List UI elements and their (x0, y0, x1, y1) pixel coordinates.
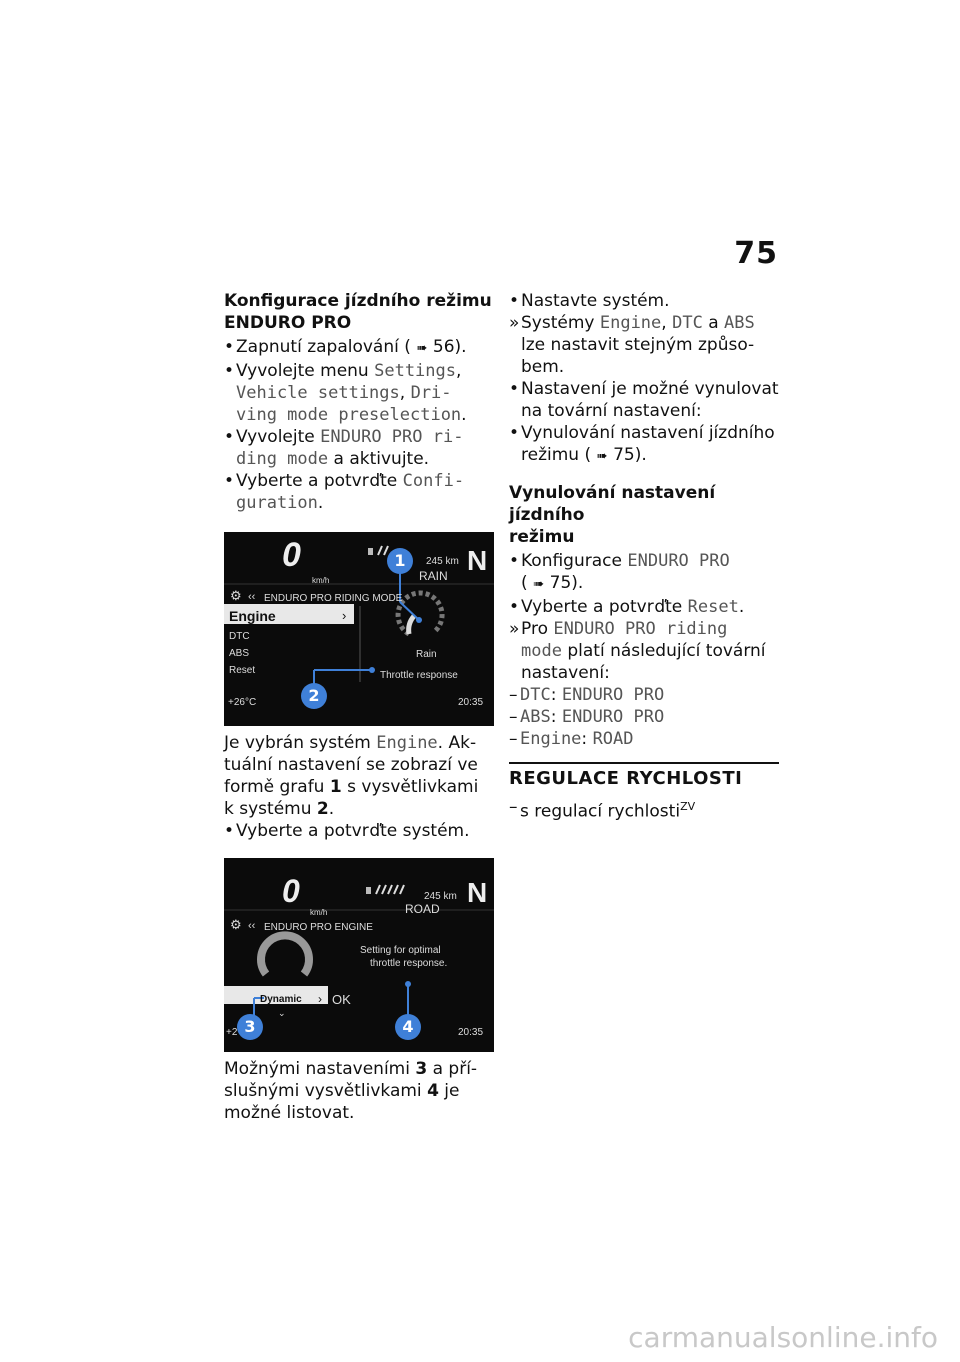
back-chevron-icon: ‹‹ (248, 591, 256, 603)
menu-title: ENDURO PRO ENGINE (264, 922, 373, 933)
time-readout: 20:35 (458, 697, 484, 708)
gear-icon: ⚙ (230, 588, 242, 603)
gauge-label: Rain (416, 649, 437, 660)
time-readout: 20:35 (458, 1027, 484, 1038)
step-reset-reference: • Vynulování nastavení jízdního režimu ( ➠ 75). (509, 422, 779, 468)
speed-unit: km/h (310, 908, 328, 917)
menu-item-reset[interactable]: Reset (229, 665, 256, 676)
page-reference-arrow-icon: ➠ (533, 577, 545, 592)
step-open-menu: • Vyvolejte menu Settings, Vehicle settings, Dri- ving mode preselection. (224, 361, 467, 425)
result-systems: » Systémy Engine, DTC a ABS lze nastavit stejným způso- bem. (509, 313, 755, 377)
temperature-readout: +2 (226, 1027, 238, 1038)
menu-item-engine[interactable]: Engine (229, 608, 276, 624)
description-engine: Je vybrán systém Engine. Ak- tuální nastavení se zobrazí ve formě grafu 1 s vysvětlivkami k systému 2. (224, 733, 479, 819)
mode-readout: ROAD (405, 902, 440, 916)
display-screenshot-riding-mode (224, 532, 494, 726)
default-engine: – Engine: ROAD (509, 729, 634, 749)
step-confirm-system: • Vyberte a potvrďte systém. (224, 821, 470, 841)
callout-3: 3 (237, 1014, 263, 1040)
result-defaults: » Pro ENDURO PRO riding mode platí následující tovární nastavení: (509, 619, 766, 683)
callout-2: 2 (301, 683, 327, 709)
display-screenshot-engine (224, 858, 494, 1052)
description-settings: Možnými nastaveními 3 a pří- slušnými vysvětlivkami 4 je možné listovat. (224, 1059, 478, 1123)
step-configuration: • Vyberte a potvrďte Confi- guration. (224, 471, 465, 513)
speed-readout: 0 (282, 536, 301, 574)
temperature-readout: +26°C (228, 697, 257, 708)
step-reset-possible: • Nastavení je možné vynulovat na tovární nastavení: (509, 379, 779, 421)
right-column (509, 290, 779, 823)
gear-icon: ⚙ (230, 917, 242, 932)
equipment-note: – s regulací rychlosti$^{ZV}$ (509, 797, 696, 822)
selected-option[interactable]: Dynamic (260, 994, 302, 1005)
step-ignition: • Zapnutí zapalování ( ➠ 56). (224, 336, 494, 360)
menu-title: ENDURO PRO RIDING MODE (264, 593, 403, 604)
page-reference-arrow-icon: ➠ (416, 341, 428, 356)
speed-readout: 0 (282, 873, 300, 909)
menu-item-abs[interactable]: ABS (229, 648, 250, 659)
step-select-reset: • Vyberte a potvrďte Reset. (509, 597, 745, 617)
legend-label: Throttle response (380, 670, 458, 681)
reset-heading: Vynulování nastavení jízdního režimu (509, 483, 716, 547)
chevron-right-icon: › (342, 608, 347, 623)
range-readout: 245 km (426, 556, 459, 567)
left-column (224, 290, 494, 1124)
callout-4: 4 (395, 1014, 421, 1040)
default-dtc: – DTC: ENDURO PRO (509, 685, 665, 705)
menu-item-dtc[interactable]: DTC (229, 631, 250, 642)
back-chevron-icon: ‹‹ (248, 920, 256, 932)
speed-unit: km/h (312, 576, 330, 585)
section-divider (509, 762, 779, 764)
range-readout: 245 km (424, 891, 457, 902)
gear-indicator: N (467, 877, 488, 908)
info-text-line-1: Setting for optimal (360, 945, 441, 956)
page-reference-arrow-icon: ➠ (596, 449, 608, 464)
ok-label[interactable]: OK (332, 992, 351, 1007)
chevron-down-icon: ⌄ (278, 1008, 286, 1018)
section-title-cruise-control: REGULACE RYCHLOSTI (509, 768, 743, 789)
watermark: carmanualsonline.info (628, 1321, 938, 1354)
callout-1: 1 (387, 548, 413, 574)
step-activate: • Vyvolejte ENDURO PRO ri- ding mode a aktivujte. (224, 427, 464, 469)
chevron-right-icon: › (318, 992, 322, 1006)
gear-indicator: N (467, 545, 488, 576)
default-abs: – ABS: ENDURO PRO (509, 707, 665, 727)
mode-readout: RAIN (419, 569, 448, 583)
page-number: 75 (734, 236, 778, 271)
step-config-enduro: • Konfigurace ENDURO PRO ( ➠ 75). (509, 550, 779, 596)
step-set-system: • Nastavte systém. (509, 291, 670, 311)
section-heading: Konfigurace jízdního režimu ENDURO PRO (224, 291, 492, 333)
info-text-line-2: throttle response. (370, 958, 448, 969)
